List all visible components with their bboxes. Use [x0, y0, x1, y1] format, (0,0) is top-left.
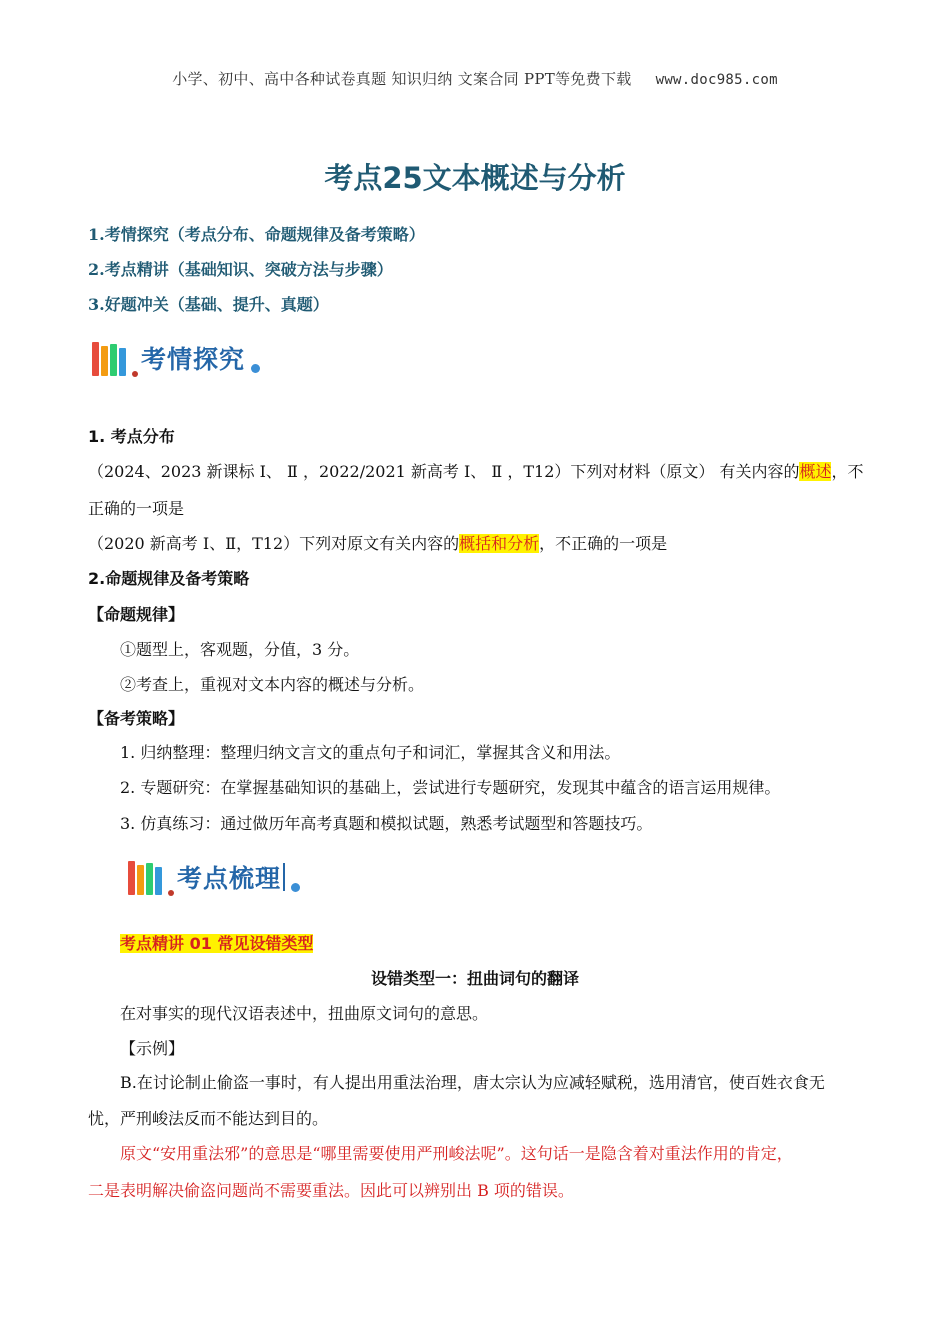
text: ，不 — [831, 462, 864, 481]
books-icon — [92, 340, 126, 376]
strategy-item: 2. 专题研究：在掌握基础知识的基础上，尝试进行专题研究，发现其中蕴含的语言运用规律。 — [120, 778, 781, 797]
analysis-line2: 二是表明解决偷盗问题尚不需要重法。因此可以辨别出 B 项的错误。 — [88, 1181, 574, 1200]
strategy-item: 1. 归纳整理：整理归纳文言文的重点句子和词汇，掌握其含义和用法。 — [120, 743, 621, 762]
section3-tag — [120, 933, 313, 955]
highlight: 概括和分析 — [459, 534, 540, 553]
example-line2: 忧，严刑峻法反而不能达到目的。 — [88, 1109, 329, 1128]
rule-item: ②考查上，重视对文本内容的概述与分析。 — [120, 675, 425, 694]
banner-text: 考点梳理 — [177, 864, 282, 893]
highlight: 概述 — [799, 462, 832, 481]
dot-icon — [132, 371, 138, 377]
section1-line1-cont: 正确的一项是 — [88, 499, 185, 518]
section1-heading: 1. 考点分布 — [88, 427, 175, 446]
outline-item-3: 3.好题冲关（基础、提升、真题） — [88, 295, 329, 314]
header-site[interactable]: www.doc985.com — [655, 72, 778, 88]
example-label: 【示例】 — [120, 1039, 185, 1058]
banner-text: 考情探究 — [141, 345, 246, 374]
section1-line1 — [88, 461, 864, 483]
text: （2020 新高考 I、Ⅱ，T12）下列对原文有关内容的 — [88, 534, 460, 553]
highlight: 考点精讲 01 常见设错类型 — [120, 934, 314, 953]
page-header — [0, 68, 950, 89]
outline-item-1: 1.考情探究（考点分布、命题规律及备考策略） — [88, 225, 425, 244]
banner-key-points — [128, 852, 300, 902]
page-title: 考点25文本概述与分析 — [324, 161, 626, 195]
text: （2024、2023 新课标 I、 Ⅱ ，2022/2021 新高考 I、 Ⅱ ，T12）下列对材料（原文） 有关内容的 — [88, 462, 800, 481]
section3-subtitle: 设错类型一：扭曲词句的翻译 — [370, 969, 579, 988]
text: ，不正确的一项是 — [539, 534, 668, 553]
banner-exam-analysis — [92, 333, 260, 383]
section1-line2 — [88, 533, 667, 555]
strategy-item: 3. 仿真练习：通过做历年高考真题和模拟试题，熟悉考试题型和答题技巧。 — [120, 814, 653, 833]
rule-item: ①题型上，客观题，分值，3 分。 — [120, 640, 360, 659]
analysis-line1: 原文“安用重法邪”的意思是“哪里需要使用严刑峻法呢”。这句话一是隐含着对重法作用的肯定， — [120, 1144, 793, 1163]
rule-label: 【命题规律】 — [88, 605, 185, 624]
books-icon — [128, 859, 162, 895]
example-line1: B.在讨论制止偷盗一事时，有人提出用重法治理，唐太宗认为应减轻赋税，选用清官，使百姓衣食无 — [120, 1073, 825, 1092]
dot-icon — [291, 883, 300, 892]
strategy-label: 【备考策略】 — [88, 709, 185, 728]
outline-item-2: 2.考点精讲（基础知识、突破方法与步骤） — [88, 260, 393, 279]
cursor-bar — [283, 863, 285, 891]
header-text: 小学、初中、高中各种试卷真题 知识归纳 文案合同 PPT等免费下载 — [172, 70, 632, 88]
section3-intro: 在对事实的现代汉语表述中，扭曲原文词句的意思。 — [120, 1004, 489, 1023]
section2-heading: 2.命题规律及备考策略 — [88, 569, 250, 588]
dot-icon — [251, 364, 260, 373]
dot-icon — [168, 890, 174, 896]
